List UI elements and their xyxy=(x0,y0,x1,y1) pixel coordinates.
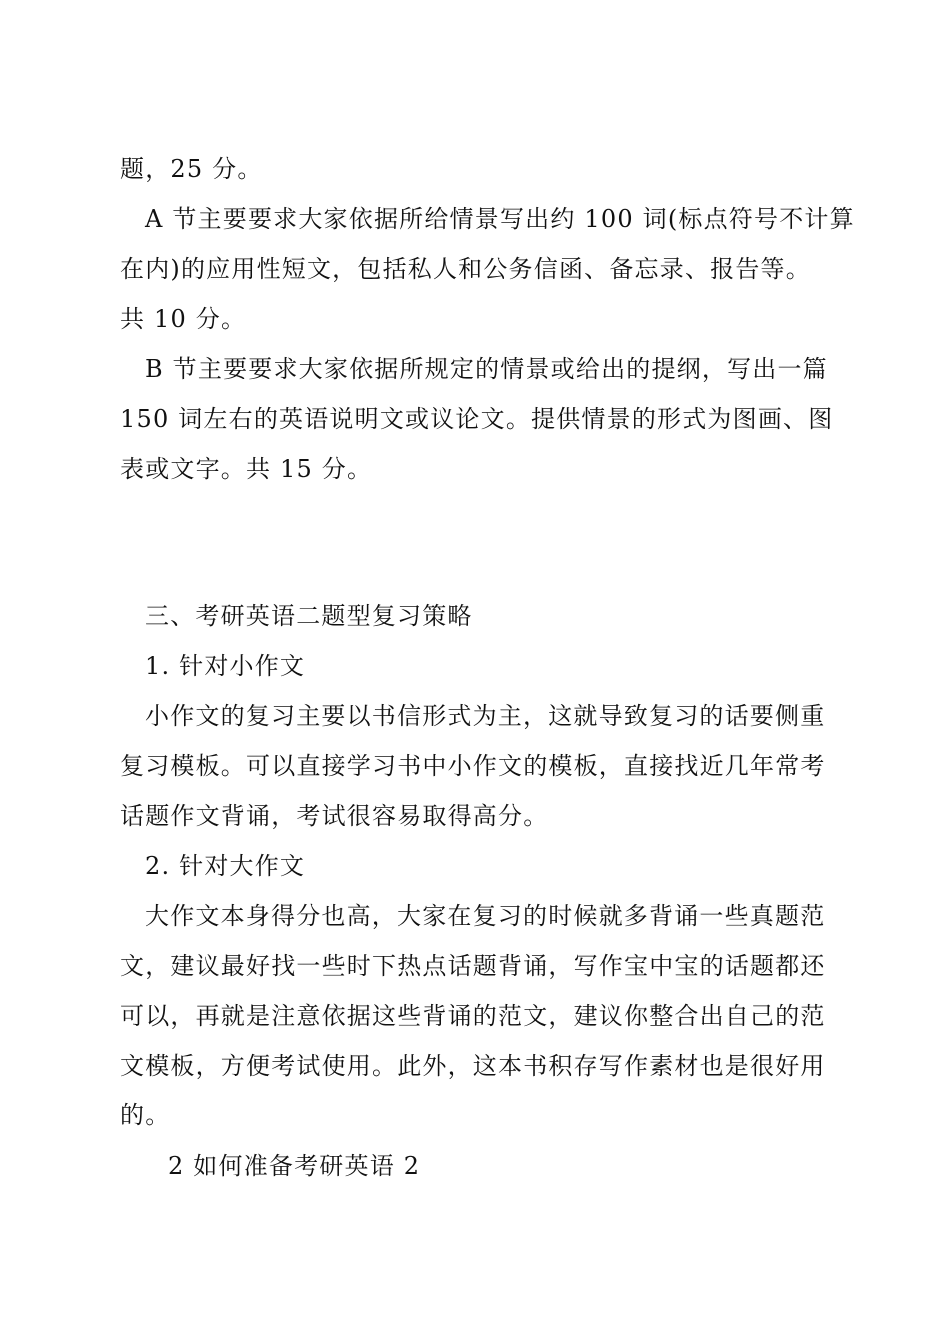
text-line-17: 文模板，方便考试使用。此外，这本书积存写作素材也是很好用 xyxy=(120,1052,826,1080)
text-line-6: 150 词左右的英语说明文或议论文。提供情景的形式为图画、图 xyxy=(120,405,834,433)
text-line-1: 题，25 分。 xyxy=(120,155,263,183)
text-line-11: 复习模板。可以直接学习书中小作文的模板，直接找近几年常考 xyxy=(120,752,826,780)
text-line-5: B 节主要要求大家依据所规定的情景或给出的提纲，写出一篇 xyxy=(145,355,828,383)
text-line-7: 表或文字。共 15 分。 xyxy=(120,455,373,483)
text-line-14: 大作文本身得分也高，大家在复习的时候就多背诵一些真题范 xyxy=(145,902,826,930)
text-line-10: 小作文的复习主要以书信形式为主，这就导致复习的话要侧重 xyxy=(145,702,826,730)
text-line-12: 话题作文背诵，考试很容易取得高分。 xyxy=(120,802,549,830)
text-line-3: 在内)的应用性短文，包括私人和公务信函、备忘录、报告等。 xyxy=(120,255,811,283)
text-line-18: 的。 xyxy=(120,1101,171,1129)
text-line-2: A 节主要要求大家依据所给情景写出约 100 词(标点符号不计算 xyxy=(145,205,855,233)
next-title: 2 如何准备考研英语 2 xyxy=(168,1152,421,1180)
text-line-15: 文，建议最好找一些时下热点话题背诵，写作宝中宝的话题都还 xyxy=(120,952,826,980)
text-line-4: 共 10 分。 xyxy=(120,305,247,333)
subheading-small-essay: 1. 针对小作文 xyxy=(145,652,306,680)
subheading-big-essay: 2. 针对大作文 xyxy=(145,852,306,880)
text-line-16: 可以，再就是注意依据这些背诵的范文，建议你整合出自己的范 xyxy=(120,1002,826,1030)
section-heading: 三、考研英语二题型复习策略 xyxy=(145,602,473,630)
